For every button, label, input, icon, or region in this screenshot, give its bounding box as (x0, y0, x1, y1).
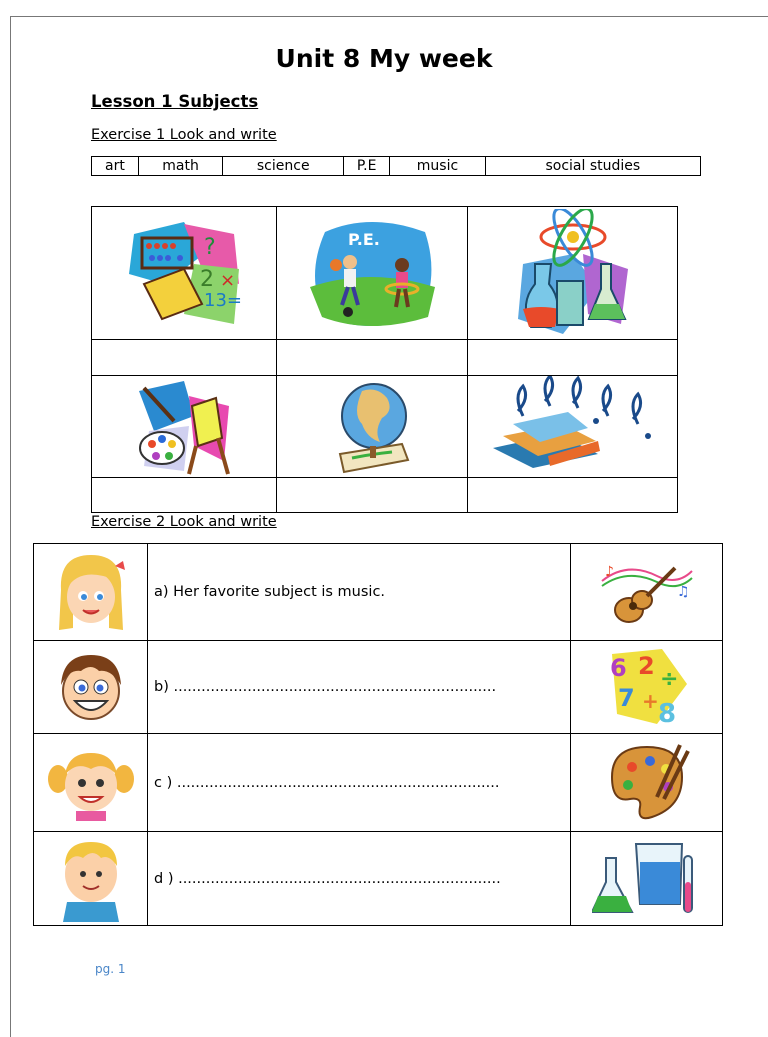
boy-blonde-face-icon (53, 836, 129, 922)
pe-icon (310, 217, 435, 329)
word-pe: P.E (344, 157, 390, 176)
svg-text:13=: 13= (204, 290, 243, 312)
svg-text:×: × (220, 270, 236, 292)
word-art: art (92, 157, 139, 176)
svg-text:8: 8 (657, 699, 676, 729)
answer-blank-5[interactable] (277, 477, 468, 512)
svg-text:2: 2 (637, 652, 655, 680)
svg-text:?: ? (204, 235, 216, 261)
word-math: math (138, 157, 223, 176)
globe-icon (332, 376, 412, 476)
word-music: music (390, 157, 485, 176)
word-social-studies: social studies (485, 157, 700, 176)
svg-text:7: 7 (617, 684, 635, 712)
answer-blank-1[interactable] (92, 340, 277, 375)
word-science: science (223, 157, 344, 176)
pe-sign-text: P.E. (347, 230, 380, 250)
svg-text:÷: ÷ (659, 667, 678, 692)
math-numbers-picture-cell (571, 641, 723, 734)
answer-blank-4[interactable] (92, 477, 277, 512)
answer-blank-2[interactable] (277, 340, 468, 375)
page-title: Unit 8 My week (275, 44, 493, 73)
lesson-heading: Lesson 1 Subjects (91, 92, 259, 111)
svg-text:♫: ♫ (676, 584, 690, 600)
girl-pigtails-face-icon (46, 743, 136, 823)
svg-text:♪: ♪ (604, 564, 614, 580)
svg-text:+: + (641, 689, 659, 713)
sentence-c: c ) ...................................................................... (148, 734, 571, 832)
social-studies-picture-cell (277, 375, 468, 477)
music-picture-cell (468, 375, 678, 477)
science-beakers-picture-cell (571, 832, 723, 926)
paint-palette-icon (602, 737, 692, 829)
math-picture-cell (92, 207, 277, 340)
boy-brown-hair-face-icon (51, 647, 131, 727)
svg-text:2: 2 (200, 267, 215, 293)
art-palette-easel-icon (134, 376, 234, 476)
science-beakers-icon (592, 838, 702, 920)
girl-pigtails-face-cell (34, 734, 148, 832)
exercise-2-grid (33, 543, 723, 926)
exercise-1-heading: Exercise 1 Look and write (91, 127, 277, 143)
answer-blank-6[interactable] (468, 477, 678, 512)
art-palette-picture-cell (571, 734, 723, 832)
science-icon (513, 209, 633, 337)
boy-blonde-face-cell (34, 832, 148, 926)
sentence-a: a) Her favorite subject is music. (148, 544, 571, 641)
page-number: pg. 1 (95, 962, 126, 976)
girl-blonde-face-icon (51, 550, 131, 635)
music-books-icon (488, 376, 658, 476)
word-box (91, 156, 701, 176)
pe-picture-cell (277, 207, 468, 340)
science-picture-cell (468, 207, 678, 340)
answer-blank-3[interactable] (468, 340, 678, 375)
guitar-picture-cell (571, 544, 723, 641)
sentence-d: d ) ...................................................................... (148, 832, 571, 926)
sentence-b: b) ...................................................................... (148, 641, 571, 734)
svg-text:6: 6 (609, 654, 627, 682)
boy-face-cell (34, 641, 148, 734)
math-numbers-icon (602, 644, 692, 730)
guitar-music-icon (597, 556, 697, 628)
math-icon (124, 214, 244, 332)
girl-face-cell (34, 544, 148, 641)
exercise-1-grid (91, 206, 678, 513)
art-picture-cell (92, 375, 277, 477)
exercise-2-heading: Exercise 2 Look and write (91, 514, 277, 530)
